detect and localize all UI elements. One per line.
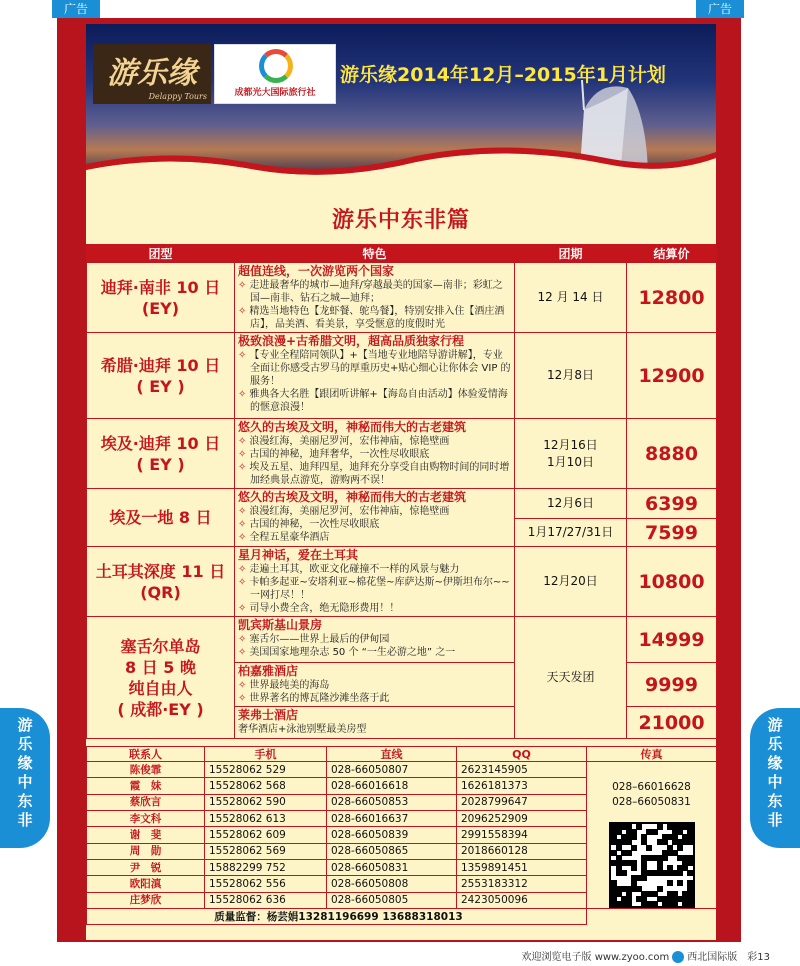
contact-qq: 2018660128 xyxy=(457,843,587,859)
contact-qq: 2096252909 xyxy=(457,810,587,826)
header-type: 团型 xyxy=(87,245,235,263)
logo-left-sub: Delappy Tours xyxy=(148,92,207,101)
contact-qq: 2623145905 xyxy=(457,762,587,778)
contact-line: 028-66050808 xyxy=(327,876,457,892)
tour-name: 土耳其深度 11 日 (QR) xyxy=(87,547,235,617)
contact-line: 028-66050853 xyxy=(327,794,457,810)
contact-qq: 2028799647 xyxy=(457,794,587,810)
tour-price: 8880 xyxy=(627,419,717,489)
tour-row xyxy=(87,617,717,663)
plan-title: 游乐缘2014年12月–2015年1月计划 xyxy=(340,64,666,86)
contact-line: 028-66050865 xyxy=(327,843,457,859)
tour-date: 12 月 14 日 xyxy=(515,263,627,333)
contact-line: 028-66016637 xyxy=(327,810,457,826)
tour-row xyxy=(87,419,717,489)
contact-mobile: 15528062 613 xyxy=(205,810,327,826)
tour-date: 天天发团 xyxy=(515,617,627,739)
side-text-left: 游 乐 缘 中 东 非 xyxy=(17,716,33,829)
tour-date: 1月17/27/31日 xyxy=(515,519,627,547)
contact-mobile: 15528062 569 xyxy=(205,843,327,859)
footer-url[interactable]: 欢迎浏览电子版 www.zyoo.com xyxy=(521,952,670,963)
fax-cell xyxy=(587,762,717,909)
contact-name: 尹 锐 xyxy=(87,859,205,875)
diamond-icon: ✧ xyxy=(238,693,247,704)
diamond-icon: ✧ xyxy=(238,436,247,447)
hotel-price: 14999 xyxy=(627,617,717,663)
contact-mobile: 15528062 568 xyxy=(205,778,327,794)
tour-date: 12月20日 xyxy=(515,547,627,617)
contact-header-name: 联系人 xyxy=(87,747,205,762)
qr-code-icon xyxy=(609,822,695,908)
guangda-name: 成都光大国际旅行社 xyxy=(234,88,316,98)
contact-name: 谢 斐 xyxy=(87,827,205,843)
tour-table xyxy=(86,244,717,739)
hotel-feature: 凯宾斯基山景房 ✧ 塞舌尔——世界上最后的伊甸园 ✧ 美国国家地理杂志 50 个 “一生必游之地” 之一 xyxy=(235,617,515,663)
tour-feature: 星月神话，爱在土耳其 ✧ 走遍土耳其，欧亚文化碰撞不一样的风景与魅力 ✧ 卡帕多起亚~安塔利亚~棉花堡~库萨达斯~伊斯坦布尔~~一网打尽！！ ✧ 司导小费全含，绝无隐形费用！！ xyxy=(235,547,515,617)
logo-left-text: 游乐缘 xyxy=(107,56,197,91)
contact-qq: 2423050096 xyxy=(457,892,587,908)
tour-feature: 悠久的古埃及文明，神秘而伟大的古老建筑 ✧ 浪漫红海，美丽尼罗河，宏伟神庙，惊艳壁画 ✧ 古国的神秘，一次性尽收眼底 ✧ 全程五星豪华酒店 xyxy=(235,489,515,547)
diamond-icon: ✧ xyxy=(238,519,247,530)
tour-feature: 悠久的古埃及文明，神秘而伟大的古老建筑 ✧ 浪漫红海，美丽尼罗河，宏伟神庙，惊艳壁画 ✧ 古国的神秘，迪拜奢华，一次性尽收眼底 ✧ 埃及五星、迪拜四星，迪拜充分享受自由购物时间的同时增加经典景点游览，游购两不误！ xyxy=(235,419,515,489)
tour-price: 12900 xyxy=(627,333,717,419)
contact-header-mobile: 手机 xyxy=(205,747,327,762)
contact-qq: 1359891451 xyxy=(457,859,587,875)
youleyuan-logo xyxy=(93,44,211,104)
hotel-price: 21000 xyxy=(627,707,717,739)
contact-line: 028-66050839 xyxy=(327,827,457,843)
quality-row xyxy=(87,909,717,925)
contact-line: 028-66050831 xyxy=(327,859,457,875)
section-title: 游乐中东非篇 xyxy=(331,208,470,233)
contact-name: 周 勋 xyxy=(87,843,205,859)
footer-edition: 西北国际版 xyxy=(687,952,738,963)
contact-qq: 2553183312 xyxy=(457,876,587,892)
diamond-icon: ✧ xyxy=(238,532,247,543)
tour-feature: 极致浪漫+古希腊文明，超高品质独家行程 ✧ 【专业全程陪同领队】+【当地专业地陪导游讲解】，专业全面让你感受古罗马的厚重历史+贴心细心让你体会 VIP 的服务！ ✧ 雅典各大名胜【跟团听讲解+【海岛自由活动】体验爱情海的惬意浪漫！ xyxy=(235,333,515,419)
tour-name: 埃及一地 8 日 xyxy=(87,489,235,547)
diamond-icon: ✧ xyxy=(238,350,247,361)
tour-price: 7599 xyxy=(627,519,717,547)
side-tab-left xyxy=(0,708,50,848)
diamond-icon: ✧ xyxy=(238,462,247,473)
contact-name: 陈俊霏 xyxy=(87,762,205,778)
contact-mobile: 15882299 752 xyxy=(205,859,327,875)
diamond-icon: ✧ xyxy=(238,577,247,588)
diamond-icon: ✧ xyxy=(238,680,247,691)
contact-header-qq: QQ xyxy=(457,747,587,762)
diamond-icon: ✧ xyxy=(238,389,247,400)
contact-line: 028-66050805 xyxy=(327,892,457,908)
header-price: 结算价 xyxy=(627,245,717,263)
footer xyxy=(522,948,770,963)
footer-page: 彩13 xyxy=(747,952,770,963)
contact-name: 李文科 xyxy=(87,810,205,826)
fax-number: 028–66050831 xyxy=(612,796,691,808)
diamond-icon: ✧ xyxy=(238,647,247,658)
contact-header-line: 直线 xyxy=(327,747,457,762)
tour-row xyxy=(87,489,717,519)
tour-name: 迪拜·南非 10 日 (EY) xyxy=(87,263,235,333)
tour-price: 6399 xyxy=(627,489,717,519)
ad-label-left: 广告 xyxy=(52,0,100,18)
diamond-icon: ✧ xyxy=(238,603,247,614)
tour-feature: 超值连线，一次游览两个国家 ✧ 走进最奢华的城市—迪拜/穿越最美的国家—南非；彩虹之国—南非、钻石之城—迪拜； ✧ 精选当地特色【龙虾餐、鸵鸟餐】，特别安排入住【酒庄酒店】，品美酒、看美景，享受惬意的度假时光 xyxy=(235,263,515,333)
guangda-ring-icon xyxy=(259,49,293,83)
quality-supervision: 质量监督：杨芸娟13281196699 13688318013 xyxy=(87,909,587,925)
contact-name: 欧阳滇 xyxy=(87,876,205,892)
contact-mobile: 15528062 590 xyxy=(205,794,327,810)
contact-line: 028-66050807 xyxy=(327,762,457,778)
globe-icon xyxy=(672,951,684,963)
banner-wave xyxy=(86,132,716,192)
fax-number: 028–66016628 xyxy=(612,781,691,793)
contact-mobile: 15528062 556 xyxy=(205,876,327,892)
tour-date: 12月6日 xyxy=(515,489,627,519)
contact-mobile: 15528062 636 xyxy=(205,892,327,908)
contact-header xyxy=(87,747,717,762)
diamond-icon: ✧ xyxy=(238,506,247,517)
tour-name: 希腊·迪拜 10 日 ( EY ) xyxy=(87,333,235,419)
contact-row xyxy=(87,762,717,778)
tour-row xyxy=(87,547,717,617)
tour-name: 埃及·迪拜 10 日 ( EY ) xyxy=(87,419,235,489)
diamond-icon: ✧ xyxy=(238,280,247,291)
hotel-feature: 柏嘉雅酒店 ✧ 世界最纯美的海岛 ✧ 世界著名的博瓦隆沙滩坐落于此 xyxy=(235,663,515,707)
ad-label-right: 广告 xyxy=(696,0,744,18)
hotel-feature: 莱弗士酒店 奢华酒店+泳池别墅最美房型 xyxy=(235,707,515,739)
tour-date: 12月16日 1月10日 xyxy=(515,419,627,489)
tour-row xyxy=(87,333,717,419)
contact-line: 028-66016618 xyxy=(327,778,457,794)
side-text-right: 游 乐 缘 中 东 非 xyxy=(767,716,783,829)
diamond-icon: ✧ xyxy=(238,634,247,645)
side-tab-right xyxy=(750,708,800,848)
header-feature: 特色 xyxy=(235,245,515,263)
contact-header-fax: 传真 xyxy=(587,747,717,762)
diamond-icon: ✧ xyxy=(238,306,247,317)
tour-price: 12800 xyxy=(627,263,717,333)
tour-price: 10800 xyxy=(627,547,717,617)
tour-name: 塞舌尔单岛 8 日 5 晚 纯自由人 ( 成都·EY ) xyxy=(87,617,235,739)
contact-qq: 1626181373 xyxy=(457,778,587,794)
hotel-price: 9999 xyxy=(627,663,717,707)
contact-qq: 2991558394 xyxy=(457,827,587,843)
contact-mobile: 15528062 609 xyxy=(205,827,327,843)
contact-name: 蔡欣言 xyxy=(87,794,205,810)
tour-date: 12月8日 xyxy=(515,333,627,419)
contact-mobile: 15528062 529 xyxy=(205,762,327,778)
contact-table xyxy=(86,746,717,925)
diamond-icon: ✧ xyxy=(238,449,247,460)
guangda-logo xyxy=(214,44,336,104)
contact-name: 霞 妹 xyxy=(87,778,205,794)
tour-table-header xyxy=(87,245,717,263)
header-date: 团期 xyxy=(515,245,627,263)
contact-name: 庄梦欣 xyxy=(87,892,205,908)
diamond-icon: ✧ xyxy=(238,564,247,575)
tour-row xyxy=(87,263,717,333)
